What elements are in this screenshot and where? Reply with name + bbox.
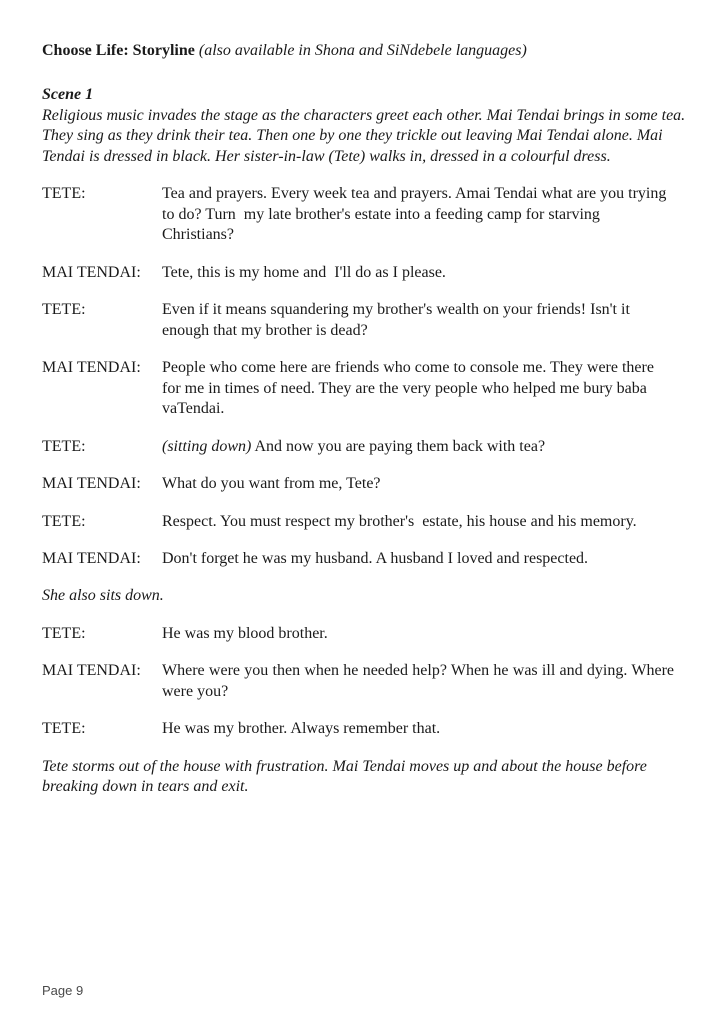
- speech-text: (sitting down) And now you are paying them back with tea?: [162, 437, 546, 455]
- page-title: [42, 41, 690, 61]
- stage-direction: Tete storms out of the house with frustration. Mai Tendai moves up and about the house before breaking down in tears and exit.: [42, 757, 647, 796]
- speaker-name: TETE:: [42, 185, 86, 203]
- speech-text: He was my blood brother.: [162, 624, 328, 642]
- stage-direction: She also sits down.: [42, 587, 164, 605]
- speaker-name: MAI TENDAI:: [42, 263, 141, 281]
- speaker-name: TETE:: [42, 720, 86, 738]
- speech-text: People who come here are friends who come to console me. They were there for me in times of need. They are the very people who helped me bury baba vaTendai.: [162, 359, 658, 418]
- speech-text: Respect. You must respect my brother's estate, his house and his memory.: [162, 512, 637, 530]
- speaker-name: MAI TENDAI:: [42, 475, 141, 493]
- speech-text: Tete, this is my home and I'll do as I please.: [162, 263, 446, 281]
- speech-text: Where were you then when he needed help? When he was ill and dying. Where were you?: [162, 662, 678, 700]
- opening-stage-direction: Religious music invades the stage as the characters greet each other. Mai Tendai brings in some tea. They sing as they drink their tea. Then one by one they trickle out leaving Mai Tendai alone. Mai Tendai is dressed in black. Her sister-in-law (Tete) walks in, dressed in a colourful dress.: [42, 106, 686, 165]
- dialogue-line: [42, 437, 690, 457]
- speech-text: He was my brother. Always remember that.: [162, 720, 441, 738]
- speaker-name: MAI TENDAI:: [42, 359, 141, 377]
- dialogue-line: [42, 719, 690, 739]
- speaker-name: MAI TENDAI:: [42, 549, 141, 567]
- speech-text: Tea and prayers. Every week tea and prayers. Amai Tendai what are you trying to do? Turn my late brother's estate into a feeding camp for starving Christians?: [162, 185, 671, 244]
- dialogue-line: [42, 549, 690, 569]
- scene-heading: Scene 1: [42, 86, 94, 104]
- dialogue-line: [42, 358, 690, 419]
- dialogue-line: [42, 263, 690, 283]
- speaker-name: TETE:: [42, 437, 86, 455]
- dialogue-line: [42, 624, 690, 644]
- dialogue-line: [42, 661, 690, 702]
- dialogue-line: [42, 512, 690, 532]
- speaker-name: TETE:: [42, 624, 86, 642]
- speaker-name: TETE:: [42, 512, 86, 530]
- title-language-note: (also available in Shona and SiNdebele languages): [198, 42, 527, 59]
- dialogue-line: [42, 184, 690, 245]
- speaker-name: MAI TENDAI:: [42, 662, 141, 680]
- speech-text: What do you want from me, Tete?: [162, 475, 381, 493]
- speech-text: Don't forget he was my husband. A husband I loved and respected.: [162, 549, 589, 567]
- title-main: Choose Life: Storyline: [42, 42, 195, 59]
- action-cue: (sitting down): [162, 437, 252, 455]
- speech-text: Even if it means squandering my brother's wealth on your friends! Isn't it enough that my brother is dead?: [162, 301, 634, 339]
- dialogue-line: [42, 300, 690, 341]
- page-number: Page 9: [42, 983, 84, 998]
- dialogue-line: [42, 474, 690, 494]
- script-body: [42, 184, 690, 797]
- speaker-name: TETE:: [42, 301, 86, 319]
